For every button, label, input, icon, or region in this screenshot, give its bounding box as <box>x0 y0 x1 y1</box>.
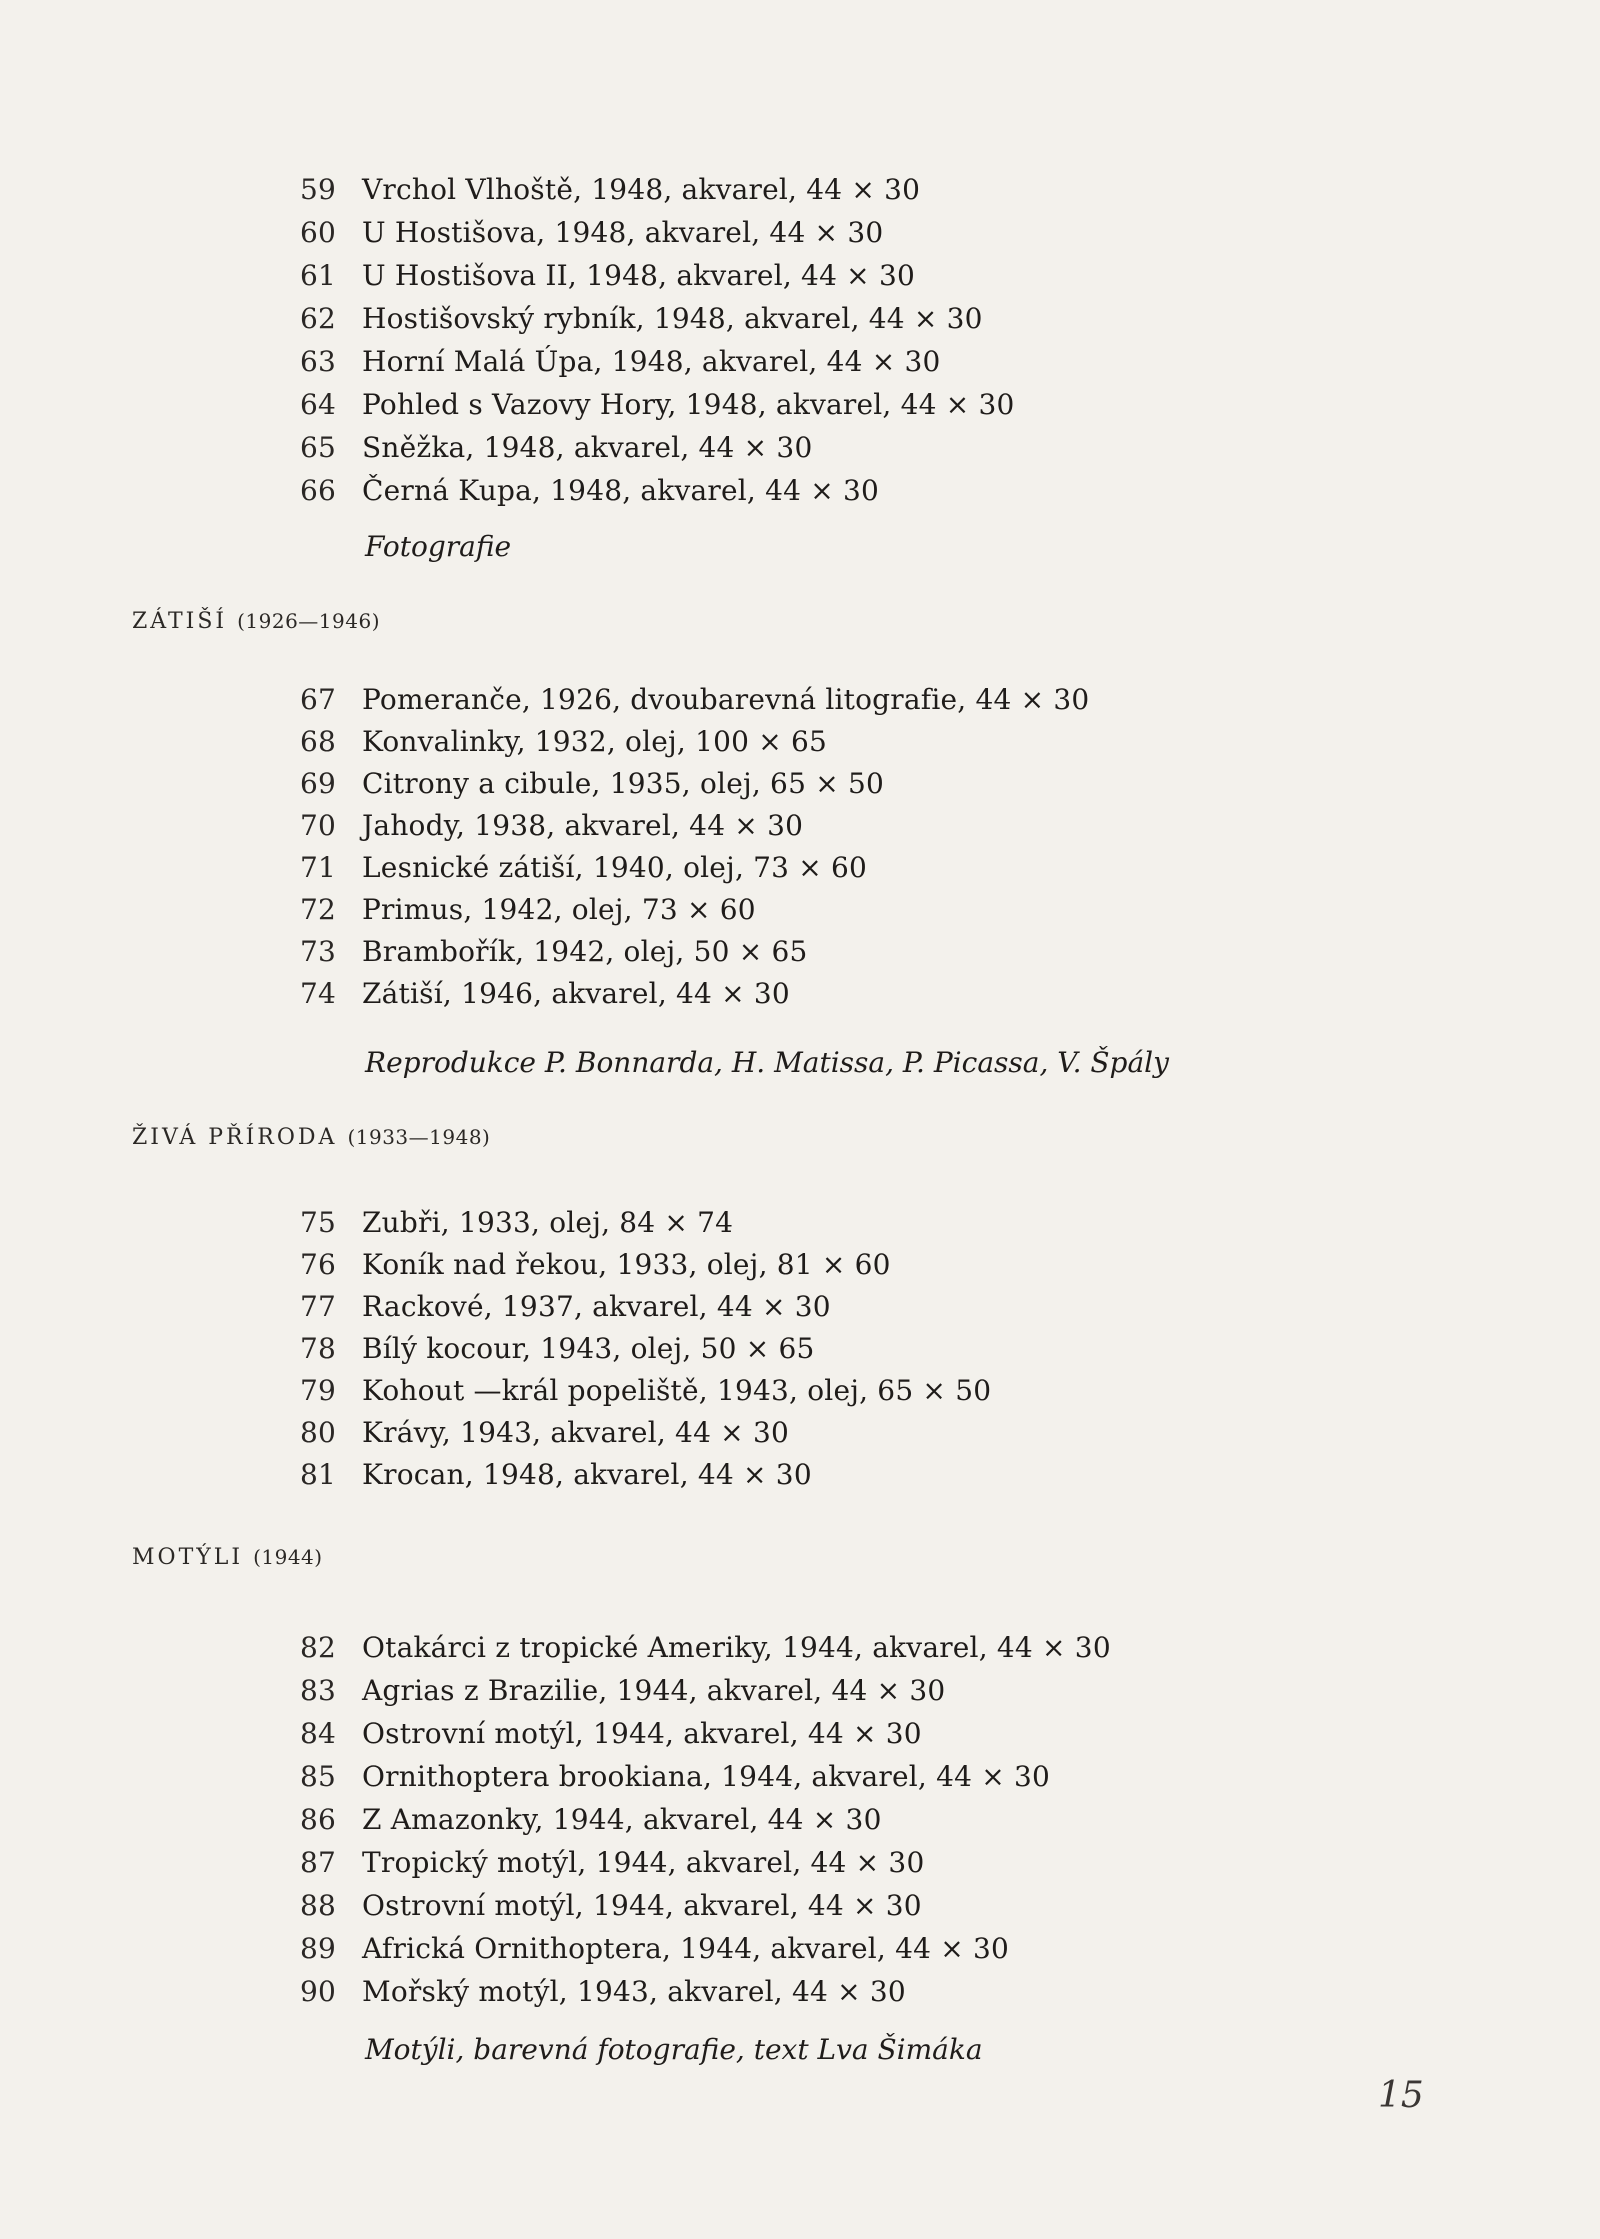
entry-text: Pomeranče, 1926, dvoubarevná litografie, 44 × 30 <box>362 683 1090 716</box>
entry-number: 70 <box>300 809 337 842</box>
entry-text: Otakárci z tropické Ameriky, 1944, akvarel, 44 × 30 <box>362 1631 1111 1664</box>
entry-text: Mořský motýl, 1943, akvarel, 44 × 30 <box>362 1975 906 2008</box>
catalog-entry <box>300 680 1089 720</box>
entry-text: Jahody, 1938, akvarel, 44 × 30 <box>362 809 804 842</box>
entry-text: Brambořík, 1942, olej, 50 × 65 <box>362 935 808 968</box>
catalog-entry <box>300 1929 1009 1969</box>
page-number: 15 <box>1378 2075 1424 2116</box>
entry-number: 83 <box>300 1674 337 1707</box>
catalog-entry <box>300 213 883 253</box>
entry-number: 77 <box>300 1290 337 1323</box>
group-caption: Reprodukce P. Bonnarda, H. Matissa, P. Picassa, V. Špály <box>365 1046 1169 1079</box>
catalog-entry <box>300 1287 831 1327</box>
catalog-entry <box>300 1972 906 2012</box>
entry-text: Tropický motýl, 1944, akvarel, 44 × 30 <box>362 1846 925 1879</box>
entry-number: 80 <box>300 1416 337 1449</box>
entry-number: 68 <box>300 725 337 758</box>
catalog-entry <box>300 299 983 339</box>
section-years: (1944) <box>253 1545 323 1569</box>
catalog-entry <box>300 932 808 972</box>
section-heading <box>132 1122 490 1153</box>
entry-number: 89 <box>300 1932 337 1965</box>
entry-text: U Hostišova II, 1948, akvarel, 44 × 30 <box>362 259 915 292</box>
catalog-entry <box>300 722 827 762</box>
entry-text: Rackové, 1937, akvarel, 44 × 30 <box>362 1290 831 1323</box>
catalog-entry <box>300 974 790 1014</box>
section-heading <box>132 606 380 637</box>
group-caption: Fotografie <box>365 530 512 563</box>
entry-text: Agrias z Brazilie, 1944, akvarel, 44 × 30 <box>362 1674 946 1707</box>
entry-text: Kohout —král popeliště, 1943, olej, 65 × 50 <box>362 1374 992 1407</box>
section-title: ŽIVÁ PŘÍRODA <box>132 1125 338 1150</box>
entry-number: 88 <box>300 1889 337 1922</box>
entry-number: 84 <box>300 1717 337 1750</box>
catalog-entry <box>300 1714 922 1754</box>
entry-text: Lesnické zátiší, 1940, olej, 73 × 60 <box>362 851 868 884</box>
entry-text: Koník nad řekou, 1933, olej, 81 × 60 <box>362 1248 891 1281</box>
section-years: (1933—1948) <box>347 1125 491 1149</box>
catalog-entry <box>300 170 920 210</box>
entry-number: 85 <box>300 1760 337 1793</box>
entry-text: Sněžka, 1948, akvarel, 44 × 30 <box>362 431 813 464</box>
entry-number: 90 <box>300 1975 337 2008</box>
entry-number: 75 <box>300 1206 337 1239</box>
entry-text: Krocan, 1948, akvarel, 44 × 30 <box>362 1458 812 1491</box>
entry-number: 63 <box>300 345 337 378</box>
catalog-entry <box>300 1245 891 1285</box>
catalog-entry <box>300 1329 815 1369</box>
catalog-entry <box>300 890 756 930</box>
catalog-entry <box>300 1757 1050 1797</box>
catalog-entry <box>300 806 803 846</box>
catalog-entry <box>300 1371 991 1411</box>
catalog-entry <box>300 1203 733 1243</box>
section-title: MOTÝLI <box>132 1545 244 1570</box>
entry-number: 60 <box>300 216 337 249</box>
entry-number: 61 <box>300 259 337 292</box>
entry-number: 66 <box>300 474 337 507</box>
section-title: ZÁTIŠÍ <box>132 609 228 634</box>
entry-number: 71 <box>300 851 337 884</box>
entry-number: 65 <box>300 431 337 464</box>
catalog-entry <box>300 1843 924 1883</box>
entry-number: 87 <box>300 1846 337 1879</box>
entry-number: 62 <box>300 302 337 335</box>
entry-number: 74 <box>300 977 337 1010</box>
entry-text: Zátiší, 1946, akvarel, 44 × 30 <box>362 977 790 1010</box>
entry-text: Z Amazonky, 1944, akvarel, 44 × 30 <box>362 1803 882 1836</box>
entry-number: 59 <box>300 173 337 206</box>
group-caption: Motýli, barevná fotografie, text Lva Šimáka <box>365 2033 983 2066</box>
entry-text: Vrchol Vlhoště, 1948, akvarel, 44 × 30 <box>362 173 921 206</box>
entry-number: 73 <box>300 935 337 968</box>
entry-text: Horní Malá Úpa, 1948, akvarel, 44 × 30 <box>362 345 941 378</box>
catalog-entry <box>300 1628 1111 1668</box>
entry-text: Bílý kocour, 1943, olej, 50 × 65 <box>362 1332 815 1365</box>
catalog-entry <box>300 256 915 296</box>
entry-text: Konvalinky, 1932, olej, 100 × 65 <box>362 725 828 758</box>
catalog-entry <box>300 1886 922 1926</box>
catalog-entry <box>300 1455 812 1495</box>
entry-text: Citrony a cibule, 1935, olej, 65 × 50 <box>362 767 884 800</box>
entry-number: 79 <box>300 1374 337 1407</box>
catalog-entry <box>300 1671 945 1711</box>
catalog-entry <box>300 764 884 804</box>
entry-number: 82 <box>300 1631 337 1664</box>
entry-text: Africká Ornithoptera, 1944, akvarel, 44 × 30 <box>362 1932 1010 1965</box>
section-years: (1926—1946) <box>237 609 381 633</box>
entry-text: Ostrovní motýl, 1944, akvarel, 44 × 30 <box>362 1889 922 1922</box>
entry-text: Pohled s Vazovy Hory, 1948, akvarel, 44 × 30 <box>362 388 1015 421</box>
entry-text: Zubři, 1933, olej, 84 × 74 <box>362 1206 734 1239</box>
catalog-entry <box>300 1413 789 1453</box>
entry-number: 72 <box>300 893 337 926</box>
catalog-entry <box>300 342 941 382</box>
entry-text: Krávy, 1943, akvarel, 44 × 30 <box>362 1416 789 1449</box>
entry-number: 76 <box>300 1248 337 1281</box>
catalog-entry <box>300 471 879 511</box>
entry-number: 67 <box>300 683 337 716</box>
catalog-entry <box>300 848 867 888</box>
entry-text: Ornithoptera brookiana, 1944, akvarel, 44 × 30 <box>362 1760 1051 1793</box>
entry-text: Primus, 1942, olej, 73 × 60 <box>362 893 756 926</box>
entry-number: 86 <box>300 1803 337 1836</box>
section-heading <box>132 1542 323 1573</box>
catalog-entry <box>300 428 812 468</box>
entry-number: 81 <box>300 1458 337 1491</box>
entry-text: Ostrovní motýl, 1944, akvarel, 44 × 30 <box>362 1717 922 1750</box>
entry-text: Hostišovský rybník, 1948, akvarel, 44 × 30 <box>362 302 983 335</box>
catalog-entry <box>300 385 1015 425</box>
entry-text: U Hostišova, 1948, akvarel, 44 × 30 <box>362 216 884 249</box>
entry-number: 64 <box>300 388 337 421</box>
entry-text: Černá Kupa, 1948, akvarel, 44 × 30 <box>362 474 880 507</box>
catalog-entry <box>300 1800 882 1840</box>
entry-number: 78 <box>300 1332 337 1365</box>
entry-number: 69 <box>300 767 337 800</box>
